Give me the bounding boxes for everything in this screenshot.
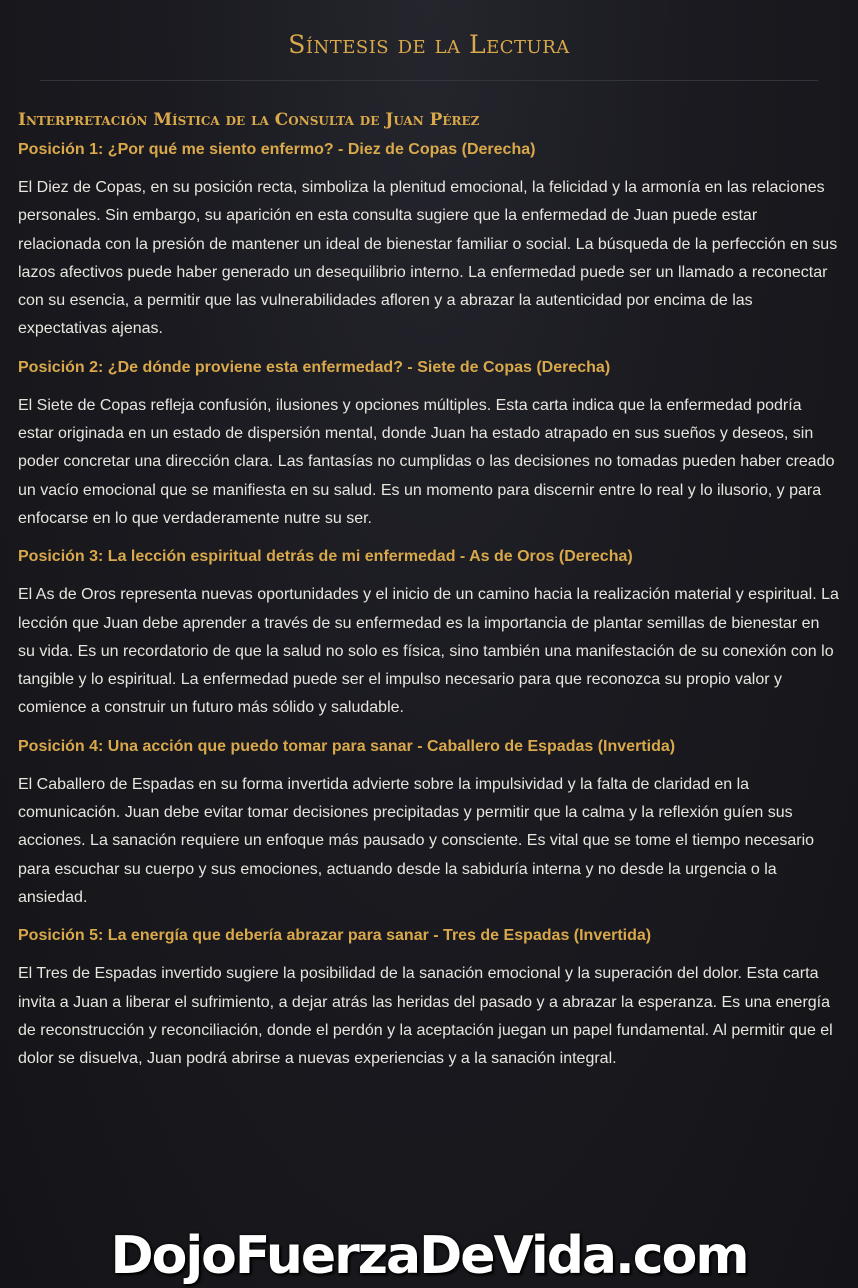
position-text: El As de Oros representa nuevas oportunidades y el inicio de un camino hacia la realización material y espiritual. La lección que Juan debe aprender a través de su enfermedad es la importancia de plantar semillas de bienestar en su vida. Es un recordatorio de que la salud no solo es física, sino también una manifestación de su conexión con lo tangible y lo espiritual. La enfermedad puede ser el impulso necesario para que reconozca su propio valor y comience a construir un futuro más sólido y saludable. bbox=[18, 586, 839, 717]
position-text: El Siete de Copas refleja confusión, ilusiones y opciones múltiples. Esta carta indica que la enfermedad podría estar originada en un estado de dispersión mental, donde Juan ha estado atrapado en sus sueños y deseos, sin poder concretar una dirección clara. Las fantasías no cumplidas o las decisiones no tomadas pueden haber creado un vacío emocional que se manifiesta en su salud. Es un momento para discernir entre lo real y lo ilusorio, y para enfocarse en lo que verdaderamente nutre su ser. bbox=[18, 396, 835, 527]
position-text: El Tres de Espadas invertido sugiere la posibilidad de la sanación emocional y la superación del dolor. Esta carta invita a Juan a liberar el sufrimiento, a dejar atrás las heridas del pasado y a abrazar la esperanza. Es una energía de reconstrucción y reconciliación, donde el perdón y la aceptación juegan un papel fundamental. Al permitir que el dolor se disuelva, Juan podrá abrirse a nuevas experiencias y a la sanación integral. bbox=[18, 965, 833, 1068]
position-section-3 bbox=[18, 546, 840, 722]
position-heading: Posición 4: Una acción que puedo tomar para sanar - Caballero de Espadas (Invertida) bbox=[18, 737, 676, 755]
position-heading: Posición 1: ¿Por qué me siento enfermo? - Diez de Copas (Derecha) bbox=[18, 141, 536, 158]
position-section-2 bbox=[18, 357, 840, 533]
position-section-1 bbox=[18, 139, 840, 344]
position-text: El Caballero de Espadas en su forma invertida advierte sobre la impulsividad y la falta de claridad en la comunicación. Juan debe evitar tomar decisiones precipitadas y permitir que la calma y la reflexión guíen sus acciones. La sanación requiere un enfoque más pausado y consciente. Es vital que se tome el tiempo necesario para escuchar su cuerpo y sus emociones, actuando desde la sabiduría interna y no desde la urgencia o la ansiedad. bbox=[18, 775, 815, 906]
position-heading: Posición 2: ¿De dónde proviene esta enfermedad? - Siete de Copas (Derecha) bbox=[18, 358, 611, 376]
page-title: Síntesis de la Lectura bbox=[288, 30, 570, 59]
position-section-5 bbox=[18, 925, 840, 1073]
position-heading: Posición 3: La lección espiritual detrás de mi enfermedad - As de Oros (Derecha) bbox=[18, 548, 633, 566]
site-watermark: DojoFuerzaDeVida.com bbox=[110, 1226, 748, 1286]
reading-subtitle: Interpretación Mística de la Consulta de Juan Pérez bbox=[18, 110, 480, 130]
position-section-4 bbox=[18, 736, 840, 912]
position-text: El Diez de Copas, en su posición recta, simboliza la plenitud emocional, la felicidad y la armonía en las relaciones personales. Sin embargo, su aparición en esta consulta sugiere que la enfermedad de Juan puede estar relacionada con la presión de mantener un ideal de bienestar familiar o social. La búsqueda de la perfección en sus lazos afectivos puede haber generado un desequilibrio interno. La enfermedad puede ser un llamado a reconectar con su esencia, a permitir que las vulnerabilidades afloren y a abrazar la autenticidad por encima de las expectativas ajenas. bbox=[18, 179, 838, 338]
position-heading: Posición 5: La energía que debería abrazar para sanar - Tres de Espadas (Invertida) bbox=[18, 927, 652, 945]
